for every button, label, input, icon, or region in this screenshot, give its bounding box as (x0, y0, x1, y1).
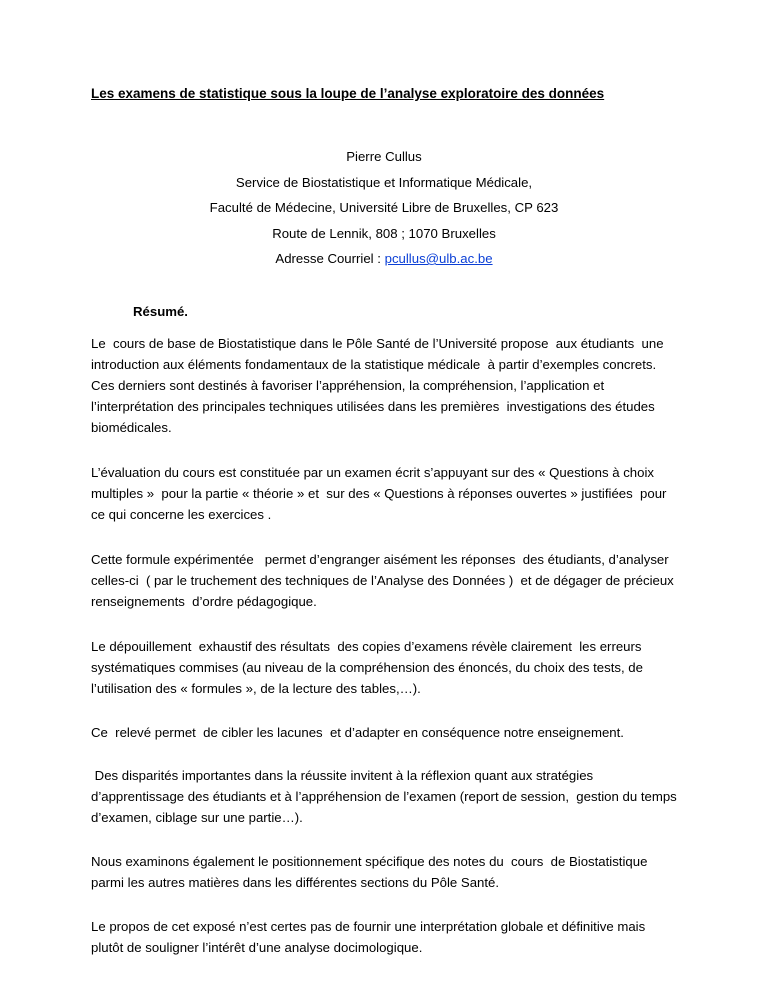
paragraph-line: Ce relevé permet de cibler les lacunes et d’adapter en conséquence notre enseignement. (91, 725, 624, 740)
author-name: Pierre Cullus (346, 149, 422, 164)
document-title: Les examens de statistique sous la loupe de l’analyse exploratoire des données (91, 86, 605, 101)
paragraph-line: d’apprentissage des étudiants et à l’appréhension de l’examen (report de session, gestion du temps (91, 789, 677, 804)
abstract-paragraph (91, 462, 701, 525)
abstract-paragraph (91, 722, 701, 743)
paragraph-line: d’examen, ciblage sur une partie…). (91, 810, 303, 825)
paragraph-line: celles-ci ( par le truchement des techniques de l’Analyse des Données ) et de dégager de précieux (91, 573, 674, 588)
abstract-paragraph (91, 333, 701, 438)
abstract-paragraph (91, 851, 701, 893)
paragraph-line: plutôt de souligner l’intérêt d’une analyse docimologique. (91, 940, 423, 955)
paragraph-line: Nous examinons également le positionnement spécifique des notes du cours de Biostatistique (91, 854, 648, 869)
abstract-paragraph (91, 765, 701, 828)
email-link[interactable]: pcullus@ulb.ac.be (384, 251, 493, 266)
paragraph-line: L’évaluation du cours est constituée par un examen écrit s’appuyant sur des « Questions à choix (91, 465, 654, 480)
paragraph-line: Le dépouillement exhaustif des résultats des copies d’examens révèle clairement les erreurs (91, 639, 642, 654)
paragraph-line: introduction aux éléments fondamentaux de la statistique médicale à partir d’exemples concrets. (91, 357, 657, 372)
paragraph-line: multiples » pour la partie « théorie » et sur des « Questions à réponses ouvertes » justifiées pour (91, 486, 667, 501)
affiliation-line-1: Service de Biostatistique et Informatique Médicale, (235, 175, 533, 190)
paragraph-line: l’interprétation des principales techniques utilisées dans les premières investigations des études (91, 399, 655, 414)
paragraph-line: Le propos de cet exposé n’est certes pas de fournir une interprétation globale et définitive mais (91, 919, 646, 934)
abstract-paragraph (91, 636, 701, 699)
paragraph-line: renseignements d’ordre pédagogique. (91, 594, 317, 609)
email-line (0, 251, 768, 266)
affiliation-line-2: Faculté de Médecine, Université Libre de Bruxelles, CP 623 (209, 200, 559, 215)
paragraph-line: Ces derniers sont destinés à favoriser l’appréhension, la compréhension, l’application et (91, 378, 605, 393)
paragraph-line: Des disparités importantes dans la réussite invitent à la réflexion quant aux stratégies (91, 768, 594, 783)
paragraph-line: Cette formule expérimentée permet d’engranger aisément les réponses des étudiants, d’analyser (91, 552, 669, 567)
paragraph-line: ce qui concerne les exercices . (91, 507, 272, 522)
address-line: Route de Lennik, 808 ; 1070 Bruxelles (272, 226, 496, 241)
abstract-paragraph (91, 549, 701, 612)
paragraph-line: biomédicales. (91, 420, 172, 435)
paragraph-line: Le cours de base de Biostatistique dans le Pôle Santé de l’Université propose aux étudiants une (91, 336, 664, 351)
email-label: Adresse Courriel : (275, 251, 385, 266)
abstract-paragraph (91, 916, 701, 958)
paragraph-line: l’utilisation des « formules », de la lecture des tables,…). (91, 681, 421, 696)
abstract-heading: Résumé. (133, 304, 188, 319)
paragraph-line: systématiques commises (au niveau de la compréhension des énoncés, du choix des tests, de (91, 660, 643, 675)
paragraph-line: parmi les autres matières dans les différentes sections du Pôle Santé. (91, 875, 500, 890)
